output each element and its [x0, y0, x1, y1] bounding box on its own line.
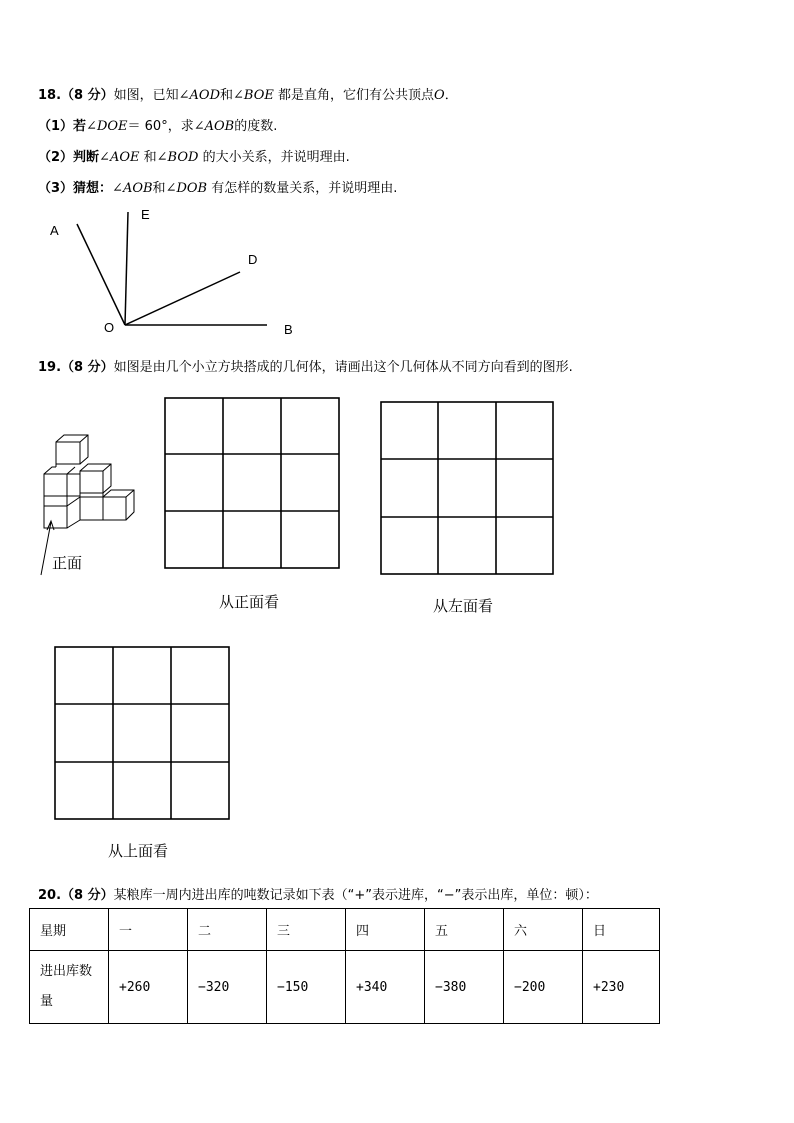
q18-part1 [38, 115, 277, 134]
cube-mid-left [44, 467, 75, 496]
q18-text: 都是直角，它们有公共顶点 [278, 88, 435, 103]
caption-front-view: 从正面看 [219, 593, 280, 611]
q18-text: 的大小关系，并说明理由. [202, 150, 350, 165]
angle-aod: ∠AOD [178, 88, 220, 103]
q18-text: 和 [143, 150, 157, 165]
q18-part3-label: （3）猜想： [38, 181, 113, 196]
value-cell: −200 [504, 951, 583, 1024]
row-label-line2: 量 [40, 994, 54, 1009]
value-cell: −380 [425, 951, 504, 1024]
q20-score: （8 分） [61, 888, 114, 903]
row-label-cell [30, 951, 109, 1024]
q18-text: 如图，已知 [113, 88, 179, 103]
q19-text: 如图是由几个小立方块搭成的几何体，请画出这个几何体从不同方向看到的图形. [113, 360, 573, 375]
cube-bottom-links [44, 493, 103, 528]
header-cell: 三 [267, 909, 346, 951]
cube-mid-right [80, 464, 111, 493]
grid-left-view[interactable] [379, 400, 557, 578]
q18-text: 和 [220, 88, 234, 103]
header-cell: 四 [346, 909, 425, 951]
q18-text: 有怎样的数量关系，并说明理由. [211, 181, 398, 196]
angle-boe: ∠BOE [233, 88, 274, 103]
angle-dob: ∠DOB [165, 181, 208, 196]
value-cell: −320 [188, 951, 267, 1024]
cube-bottom-2 [80, 497, 103, 520]
angle-bod: ∠BOD [156, 150, 199, 165]
cube-bottom-3 [103, 490, 134, 520]
value-cell: +230 [583, 951, 660, 1024]
angle-aoe: ∠AOE [99, 150, 140, 165]
table-header-row [30, 909, 660, 951]
q20-text: 某粮库一周内进出库的吨数记录如下表（“+”表示进库，“−”表示出库，单位：顿）： [113, 888, 598, 903]
angle-aob: ∠AOB [193, 119, 235, 134]
header-cell: 日 [583, 909, 660, 951]
header-cell: 五 [425, 909, 504, 951]
caption-top-view: 从上面看 [108, 842, 169, 860]
q18-text: ＝ 60°，求 [127, 119, 194, 134]
vertex-o: O [434, 88, 445, 103]
q18-text: 和 [152, 181, 166, 196]
ray-oa [77, 224, 125, 325]
header-cell: 二 [188, 909, 267, 951]
table-row [30, 951, 660, 1024]
q18-part2-label: （2）判断 [38, 150, 100, 165]
q19-stem [38, 356, 573, 375]
ray-od [125, 272, 240, 325]
grid-top-view[interactable] [53, 645, 233, 821]
point-b-label: B [284, 322, 293, 337]
angle-doe: ∠DOE [86, 119, 128, 134]
grid-front-view[interactable] [163, 396, 343, 572]
q18-score: （8 分） [61, 88, 114, 103]
point-o-label: O [104, 320, 115, 335]
cube-mid-back [56, 464, 80, 496]
q19-score: （8 分） [61, 360, 114, 375]
value-cell: +260 [109, 951, 188, 1024]
header-cell: 一 [109, 909, 188, 951]
q18-part3 [38, 177, 397, 196]
value-cell: −150 [267, 951, 346, 1024]
q20-stem [38, 884, 598, 903]
caption-left-view: 从左面看 [433, 597, 494, 615]
q18-part2 [38, 146, 350, 165]
warehouse-table [29, 908, 660, 1024]
front-label: 正面 [52, 554, 83, 572]
q18-number: 18. [38, 88, 62, 103]
q19-number: 19. [38, 360, 62, 375]
row-label-line1: 进出库数 [40, 964, 93, 979]
q20-number: 20. [38, 888, 62, 903]
q18-part1-label: （1）若 [38, 119, 87, 134]
value-cell: +340 [346, 951, 425, 1024]
point-d-label: D [248, 252, 258, 267]
header-cell: 星期 [30, 909, 109, 951]
angle-aob: ∠AOB [112, 181, 153, 196]
q18-text: 的度数. [234, 119, 278, 134]
q18-text: ． [444, 88, 458, 103]
header-cell: 六 [504, 909, 583, 951]
point-e-label: E [141, 207, 150, 222]
ray-oe [125, 212, 128, 325]
cube-top [56, 435, 88, 464]
q18-stem [38, 84, 458, 103]
point-a-label: A [50, 223, 59, 238]
angle-figure [40, 200, 320, 345]
cube-bottom-1 [44, 506, 67, 528]
